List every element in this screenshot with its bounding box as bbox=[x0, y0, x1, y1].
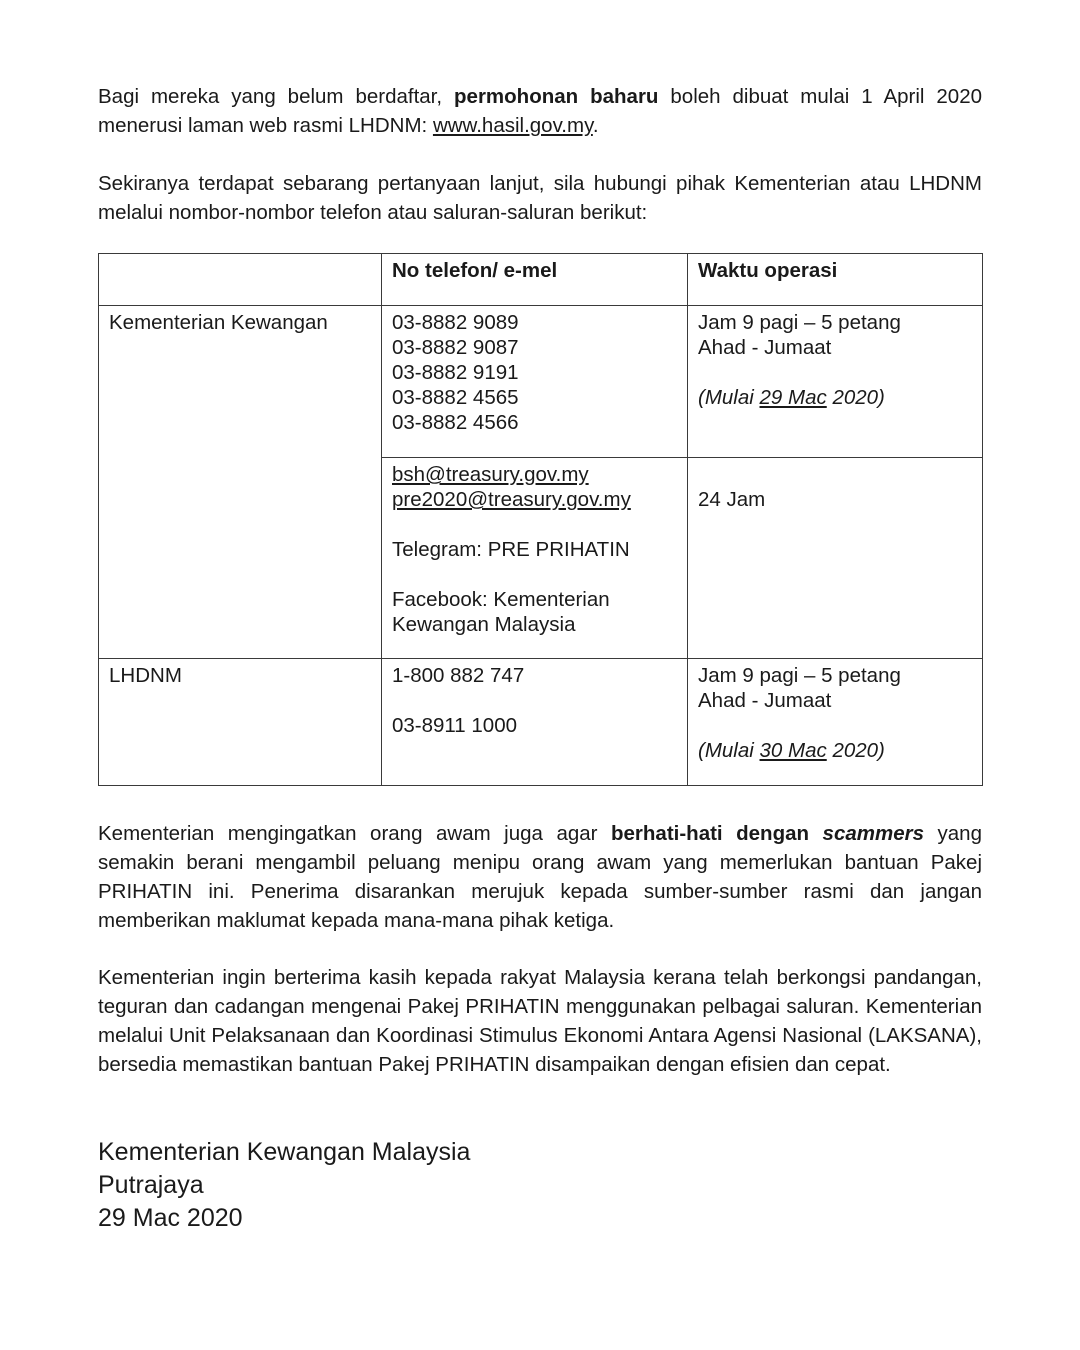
intro-bold-text: permohonan baharu bbox=[454, 85, 659, 108]
online-contacts-kementerian bbox=[382, 458, 688, 659]
scam-warning-paragraph: Kementerian mengingatkan orang awam juga agar berhati-hati dengan scammers yang semakin berani mengambil peluang menipu orang awam yang memerlukan bantuan Pakej PRIHATIN ini. Penerima disarankan merujuk kepada sumber-sumber rasmi dan jangan memberikan maklumat kepada mana-mana pihak ketiga. bbox=[98, 822, 982, 932]
closing-section bbox=[98, 819, 982, 1079]
table-row-kementerian-phone bbox=[99, 306, 983, 458]
hasil-website-link[interactable]: www.hasil.gov.my bbox=[432, 114, 593, 137]
online-hours: 24 Jam bbox=[698, 488, 766, 511]
hours-start-note: (Mulai 30 Mac 2020) bbox=[698, 739, 885, 762]
org-cell-kementerian: Kementerian Kewangan bbox=[99, 306, 382, 659]
hours-days: Ahad - Jumaat bbox=[698, 336, 832, 359]
hours-days: Ahad - Jumaat bbox=[698, 689, 832, 712]
hours-time: Jam 9 pagi – 5 petang bbox=[698, 311, 901, 334]
hours-time: Jam 9 pagi – 5 petang bbox=[698, 664, 901, 687]
phone-number: 1-800 882 747 bbox=[392, 664, 525, 687]
table-header-row bbox=[99, 254, 983, 306]
header-cell-contact: No telefon/ e-mel bbox=[382, 254, 688, 306]
start-date: 29 Mac bbox=[759, 386, 827, 409]
thanks-paragraph: Kementerian ingin berterima kasih kepada rakyat Malaysia kerana telah berkongsi pandangan, teguran dan cadangan mengenai Pakej PRIHATIN menggunakan pelbagai saluran. Kementerian melalui Unit Pelaksanaan dan Koordinasi Stimulus Ekonomi Antara Agensi Nasional (LAKSANA), bersedia memastikan bantuan Pakej PRIHATIN disampaikan dengan efisien dan cepat. bbox=[98, 966, 982, 1076]
document-page bbox=[98, 82, 982, 1235]
email-link-bsh[interactable]: bsh@treasury.gov.my bbox=[392, 463, 589, 486]
hours-cell-lhdnm bbox=[688, 659, 983, 786]
org-cell-lhdnm: LHDNM bbox=[99, 659, 382, 786]
header-cell-empty bbox=[99, 254, 382, 306]
table-row-lhdnm bbox=[99, 659, 983, 786]
intro-text-cont: boleh dibuat mulai 1 April 2020 menerusi laman web rasmi LHDNM: bbox=[98, 85, 983, 137]
phone-number: 03-8882 4565 bbox=[392, 386, 519, 409]
email-link-pre2020[interactable]: pre2020@treasury.gov.my bbox=[392, 488, 631, 511]
intro-text: Bagi mereka yang belum berdaftar, bbox=[98, 85, 443, 108]
signature-block bbox=[98, 1136, 982, 1235]
signature-place: Putrajaya bbox=[98, 1171, 204, 1199]
hours-cell-kementerian bbox=[688, 306, 983, 458]
signature-date: 29 Mac 2020 bbox=[98, 1204, 243, 1232]
header-cell-hours: Waktu operasi bbox=[688, 254, 983, 306]
phone-number: 03-8882 9191 bbox=[392, 361, 519, 384]
phone-number: 03-8882 4566 bbox=[392, 411, 519, 434]
phone-list-lhdnm bbox=[382, 659, 688, 786]
intro-period: . bbox=[592, 114, 599, 137]
phone-number: 03-8911 1000 bbox=[392, 714, 518, 737]
hours-cell-online bbox=[688, 458, 983, 659]
phone-list-kementerian bbox=[382, 306, 688, 458]
phone-number: 03-8882 9087 bbox=[392, 336, 519, 359]
phone-number: 03-8882 9089 bbox=[392, 311, 519, 334]
intro-paragraph-registration bbox=[98, 82, 982, 140]
contacts-table bbox=[98, 253, 983, 786]
facebook-contact-cont: Kewangan Malaysia bbox=[392, 613, 576, 636]
telegram-contact: Telegram: PRE PRIHATIN bbox=[392, 538, 630, 561]
signature-org: Kementerian Kewangan Malaysia bbox=[98, 1138, 471, 1166]
facebook-contact: Facebook: Kementerian bbox=[392, 588, 610, 611]
intro-paragraph-contact: Sekiranya terdapat sebarang pertanyaan lanjut, sila hubungi pihak Kementerian atau LHDNM melalui nombor-nombor telefon atau saluran-saluran berikut: bbox=[98, 172, 982, 224]
start-date: 30 Mac bbox=[759, 739, 827, 762]
hours-start-note: (Mulai 29 Mac 2020) bbox=[698, 386, 885, 409]
